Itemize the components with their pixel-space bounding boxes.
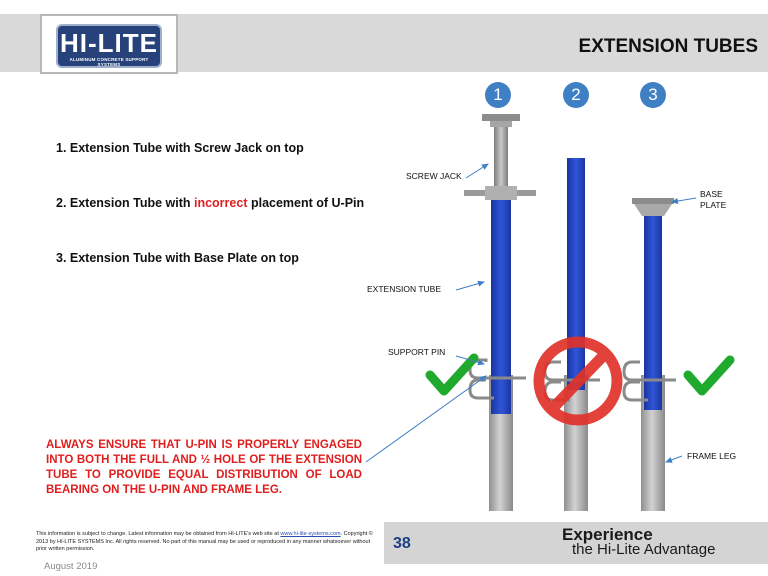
logo-subtext: ALUMINUM CONCRETE SUPPORT SYSTEMS	[69, 57, 149, 67]
list-item-2-prefix: 2. Extension Tube with	[56, 196, 194, 210]
base-plate-label-line1: BASE	[700, 189, 723, 199]
tagline-line2: the Hi-Lite Advantage	[572, 541, 716, 558]
tube-2-extension-tube	[567, 158, 585, 390]
website-link[interactable]: www.hi-lite-systems.com	[280, 531, 341, 537]
copyright-note-part2: . Copyright © 2013 by HI-LITE SYSTEMS Inc. All rights reserved. No part of this manual may be used or reproduced in any manner whatsoever without prior written permission.	[36, 531, 373, 552]
page-title: EXTENSION TUBES	[578, 36, 758, 57]
tube-3-base-plate	[632, 198, 674, 204]
number-badge-1: 1	[485, 82, 511, 108]
extension-tube-label: EXTENSION TUBE	[367, 284, 441, 294]
tube-1-extension-tube	[491, 200, 511, 414]
page-number: 38	[393, 535, 411, 552]
warning-arrow	[366, 376, 486, 462]
tube-3-base-plate-cup	[634, 204, 672, 216]
tube-1-top-cup	[490, 121, 512, 127]
check-icon-2	[688, 360, 730, 391]
list-item-3: 3. Extension Tube with Base Plate on top	[56, 251, 299, 265]
screw-jack-label: SCREW JACK	[406, 171, 462, 181]
tube-1-assembly	[464, 114, 536, 511]
tube-1-jack-nut	[485, 186, 517, 200]
extension-tube-arrow	[456, 282, 484, 290]
frame-leg-arrow	[666, 456, 682, 462]
tube-1-screw-rod	[494, 122, 508, 194]
list-item-1: 1. Extension Tube with Screw Jack on top	[56, 141, 304, 155]
copyright-note	[36, 531, 374, 554]
base-plate-arrow	[672, 198, 696, 202]
tube-2-assembly	[545, 158, 600, 511]
date-label: August 2019	[44, 561, 98, 572]
warning-text: ALWAYS ENSURE THAT U-PIN IS PROPERLY ENGAGED INTO BOTH THE FULL AND ½ HOLE OF THE EXTENSION TUBE TO PROVIDE EQUAL DISTRIBUTION OF LOAD BEARING ON THE U-PIN AND FRAME LEG.	[46, 439, 362, 496]
number-badge-3: 3	[640, 82, 666, 108]
list-item-2-suffix: placement of U-Pin	[247, 196, 365, 210]
list-item-2	[56, 196, 364, 210]
logo-text: HI-LITE	[60, 28, 158, 58]
list-item-2-highlight: incorrect	[193, 196, 248, 210]
tube-3-assembly	[624, 198, 676, 511]
base-plate-label-line2: PLATE	[700, 200, 727, 210]
check-icon-1	[430, 358, 474, 391]
copyright-note-part1: This information is subject to change. Latest information may be obtained from HI-LITE's web site at	[36, 531, 281, 537]
frame-leg-label: FRAME LEG	[687, 451, 737, 461]
screw-jack-arrow	[466, 164, 488, 178]
number-badge-2: 2	[563, 82, 589, 108]
tube-1-top-plate	[482, 114, 520, 121]
support-pin-label: SUPPORT PIN	[388, 347, 446, 357]
tagline-line1: Experience	[562, 525, 653, 544]
